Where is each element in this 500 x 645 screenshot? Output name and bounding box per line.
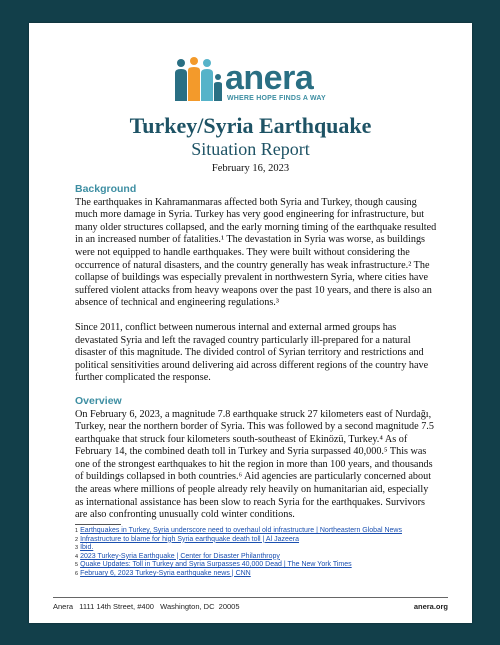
anera-logo <box>29 57 472 107</box>
footnote-link[interactable]: Ibid. <box>80 544 94 552</box>
document-page <box>29 23 472 623</box>
footnote-item: $^2$ Infrastructure to blame for high Syria earthquake death toll | Al Jazeera <box>75 535 300 543</box>
overview-heading: Overview <box>75 394 122 407</box>
report-body <box>75 181 437 522</box>
report-title: Turkey/Syria Earthquake <box>129 113 372 138</box>
footnote-link[interactable]: Earthquakes in Turkey, Syria underscore need to overhaul old infrastructure | Northeastern Global News <box>80 527 402 534</box>
footnote-item: $^1$ Earthquakes in Turkey, Syria underscore need to overhaul old infrastructure | Northeastern Global News <box>75 527 402 534</box>
overview-paragraph-1: On February 6, 2023, a magnitude 7.8 earthquake struck 27 kilometers east of Nurdağı, Turkey, near the northern border of Syria. This was followed by a second magnitude 7.5 earthquake that struck four kilometers south-southeast of Ekinözü, Turkey.⁴ As of February 14, the combined death toll in Turkey and Syria surpassed 40,000.⁵ This was one of the strongest earthquakes to hit the region in more than 100 years, and thousands of buildings collapsed in both countries.⁶ Aid agencies are particularly concerned about the areas where millions of people already rely heavily on humanitarian aid, especially as international assistance has been slow to reach Syria for the earthquakes. Survivors are also confronting unusually cold winter conditions. <box>75 408 434 521</box>
footnotes-list <box>75 527 445 579</box>
logo-tagline: WHERE HOPE FINDS A WAY <box>227 95 326 102</box>
background-paragraph-1: The earthquakes in Kahramanmaras affected both Syria and Turkey, though causing much more damage in Syria. Turkey has very good engineering for infrastructure, but many older structures collapsed, and the early morning timing of the earthquake resulted in an increased number of fatalities.¹ The devastation in Syria was worse, as buildings were not equipped to handle earthquakes. They were built without considering the occurrence of natural disasters, and the country generally has weak infrastructure.² The collapse of buildings was especially prevalent in northwestern Syria, where cities have suffered violent attacks from heavy weapons over the past 10 years, and there is also an absence of technical and engineering regulations.³ <box>75 196 437 309</box>
report-subtitle: Situation Report <box>191 139 310 159</box>
footer-address: Anera 1111 14th Street, #400 Washington, DC 20005 <box>53 602 240 611</box>
footnote-link[interactable]: Infrastructure to blame for high Syria earthquake death toll | Al Jazeera <box>80 535 300 543</box>
footnote-item: $^4$ 2023 Turkey-Syria Earthquake | Center for Disaster Philanthropy <box>75 552 280 560</box>
footnote-divider <box>75 524 121 525</box>
report-date: February 16, 2023 <box>211 163 290 174</box>
footnote-item: $^3$ Ibid. <box>75 544 94 552</box>
background-paragraph-2: Since 2011, conflict between numerous internal and external armed groups has devastated Syria and left the ravaged country particularly ill-prepared for a natural disaster of this magnitude. The divided control of Syrian territory and restrictions and political sensitivities around delivering aid across different regions of the country have further complicated the response. <box>75 321 429 384</box>
footnote-item: $^5$ Quake Updates: Toll in Turkey and Syria Surpasses 40,000 Dead | The New York Times <box>75 561 352 569</box>
footnote-item: $^6$ February 6, 2023 Turkey-Syria earthquake news | CNN <box>75 569 251 577</box>
footnote-link[interactable]: February 6, 2023 Turkey-Syria earthquake news | CNN <box>80 569 251 577</box>
footer-divider <box>53 597 448 598</box>
footnote-link[interactable]: 2023 Turkey-Syria Earthquake | Center for Disaster Philanthropy <box>80 552 280 560</box>
background-heading: Background <box>75 183 137 195</box>
logo-wordmark: anera <box>225 59 314 97</box>
people-logo-icon <box>172 57 222 101</box>
footnote-link[interactable]: Quake Updates: Toll in Turkey and Syria Surpasses 40,000 Dead | The New York Times <box>80 561 352 569</box>
footer-website-link[interactable]: anera.org <box>413 602 448 611</box>
